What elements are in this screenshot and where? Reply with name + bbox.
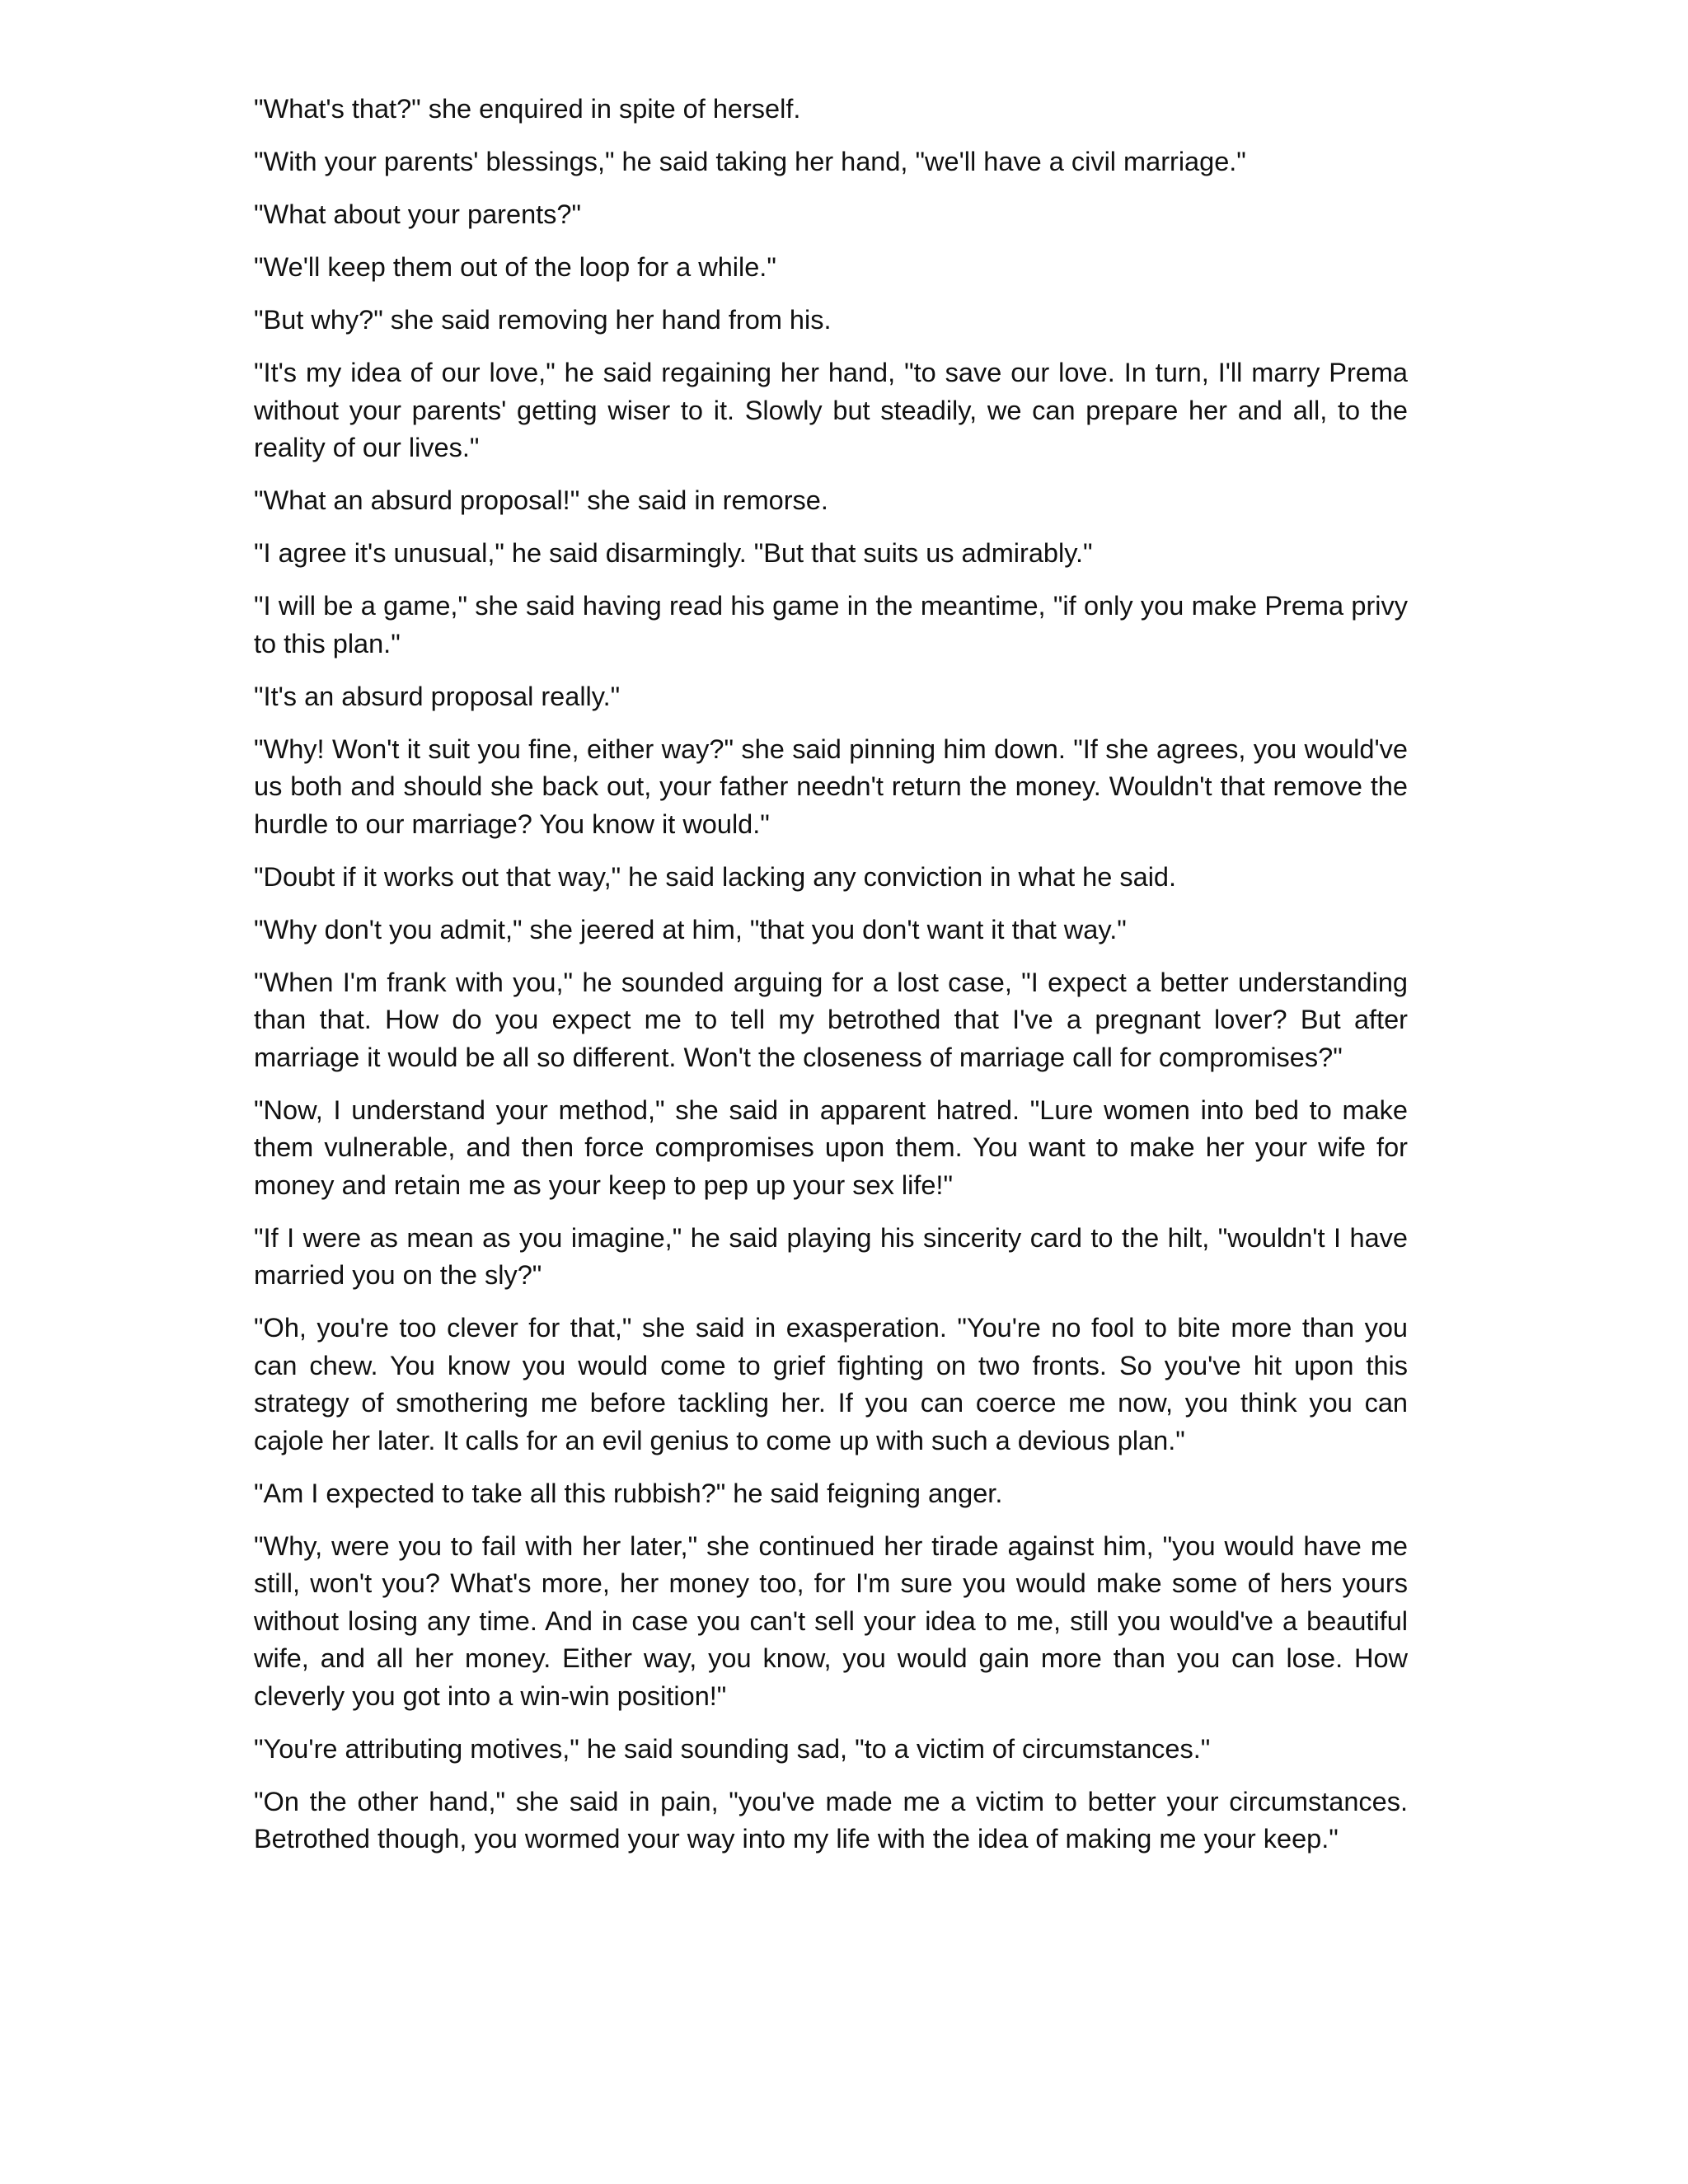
paragraph: "What an absurd proposal!" she said in remorse. [254,485,828,515]
paragraph: "What's that?" she enquired in spite of herself. [254,94,801,124]
paragraph: "With your parents' blessings," he said taking her hand, "we'll have a civil marriage." [254,147,1246,176]
paragraph: "Why! Won't it suit you fine, either way?" she said pinning him down. "If she agrees, you would've us both and should she back out, your father needn't return the money. Wouldn't that remove the hurdle to our marriage? You know it would." [254,733,1408,839]
paragraph: "I agree it's unusual," he said disarmingly. "But that suits us admirably." [254,538,1093,568]
paragraph: "I will be a game," she said having read his game in the meantime, "if only you make Prema privy to this plan." [254,591,1408,658]
paragraph: "When I'm frank with you," he sounded arguing for a lost case, "I expect a better understanding than that. How do you expect me to tell my betrothed that I've a pregnant lover? But after marriage it would be all so different. Won't the closeness of marriage call for compromises?" [254,967,1408,1072]
paragraph: "If I were as mean as you imagine," he said playing his sincerity card to the hilt, "wouldn't I have married you on the sly?" [254,1222,1408,1290]
paragraph: "Now, I understand your method," she said in apparent hatred. "Lure women into bed to make them vulnerable, and then force compromises upon them. You want to make her your wife for money and retain me as your keep to pep up your sex life!" [254,1094,1408,1200]
paragraph: "Why don't you admit," she jeered at him, "that you don't want it that way." [254,914,1127,944]
paragraph: "What about your parents?" [254,199,582,229]
paragraph: "Oh, you're too clever for that," she said in exasperation. "You're no fool to bite more than you can chew. You know you would come to grief fighting on two fronts. So you've hit upon this strategy of smothering me before tackling her. If you can coerce me now, you think you can cajole her later. It calls for an evil genius to come up with such a devious plan." [254,1313,1408,1455]
paragraph: "Am I expected to take all this rubbish?" he said feigning anger. [254,1478,1003,1508]
paragraph: "On the other hand," she said in pain, "you've made me a victim to better your circumstances. Betrothed though, you wormed your way into my life with the idea of making me your keep." [254,1786,1408,1854]
paragraph: "Doubt if it works out that way," he said lacking any conviction in what he said. [254,861,1177,892]
paragraph: "It's my idea of our love," he said regaining her hand, "to save our love. In turn, I'll marry Prema without your parents' getting wiser to it. Slowly but steadily, we can prepare her and all, to the reality of our lives." [254,358,1408,462]
document-page [254,91,1408,1873]
paragraph: "Why, were you to fail with her later," she continued her tirade against him, "you would have me still, won't you? What's more, her money too, for I'm sure you would make some of hers yours without losing any time. And in case you can't sell your idea to me, still you would've a beautiful wife, and all her money. Either way, you know, you would gain more than you can lose. How cleverly you got into a win-win position!" [254,1530,1408,1711]
paragraph: "But why?" she said removing her hand from his. [254,305,832,335]
paragraph: "You're attributing motives," he said sounding sad, "to a victim of circumstances." [254,1733,1211,1764]
paragraph: "It's an absurd proposal really." [254,681,621,711]
paragraph: "We'll keep them out of the loop for a while." [254,252,776,282]
